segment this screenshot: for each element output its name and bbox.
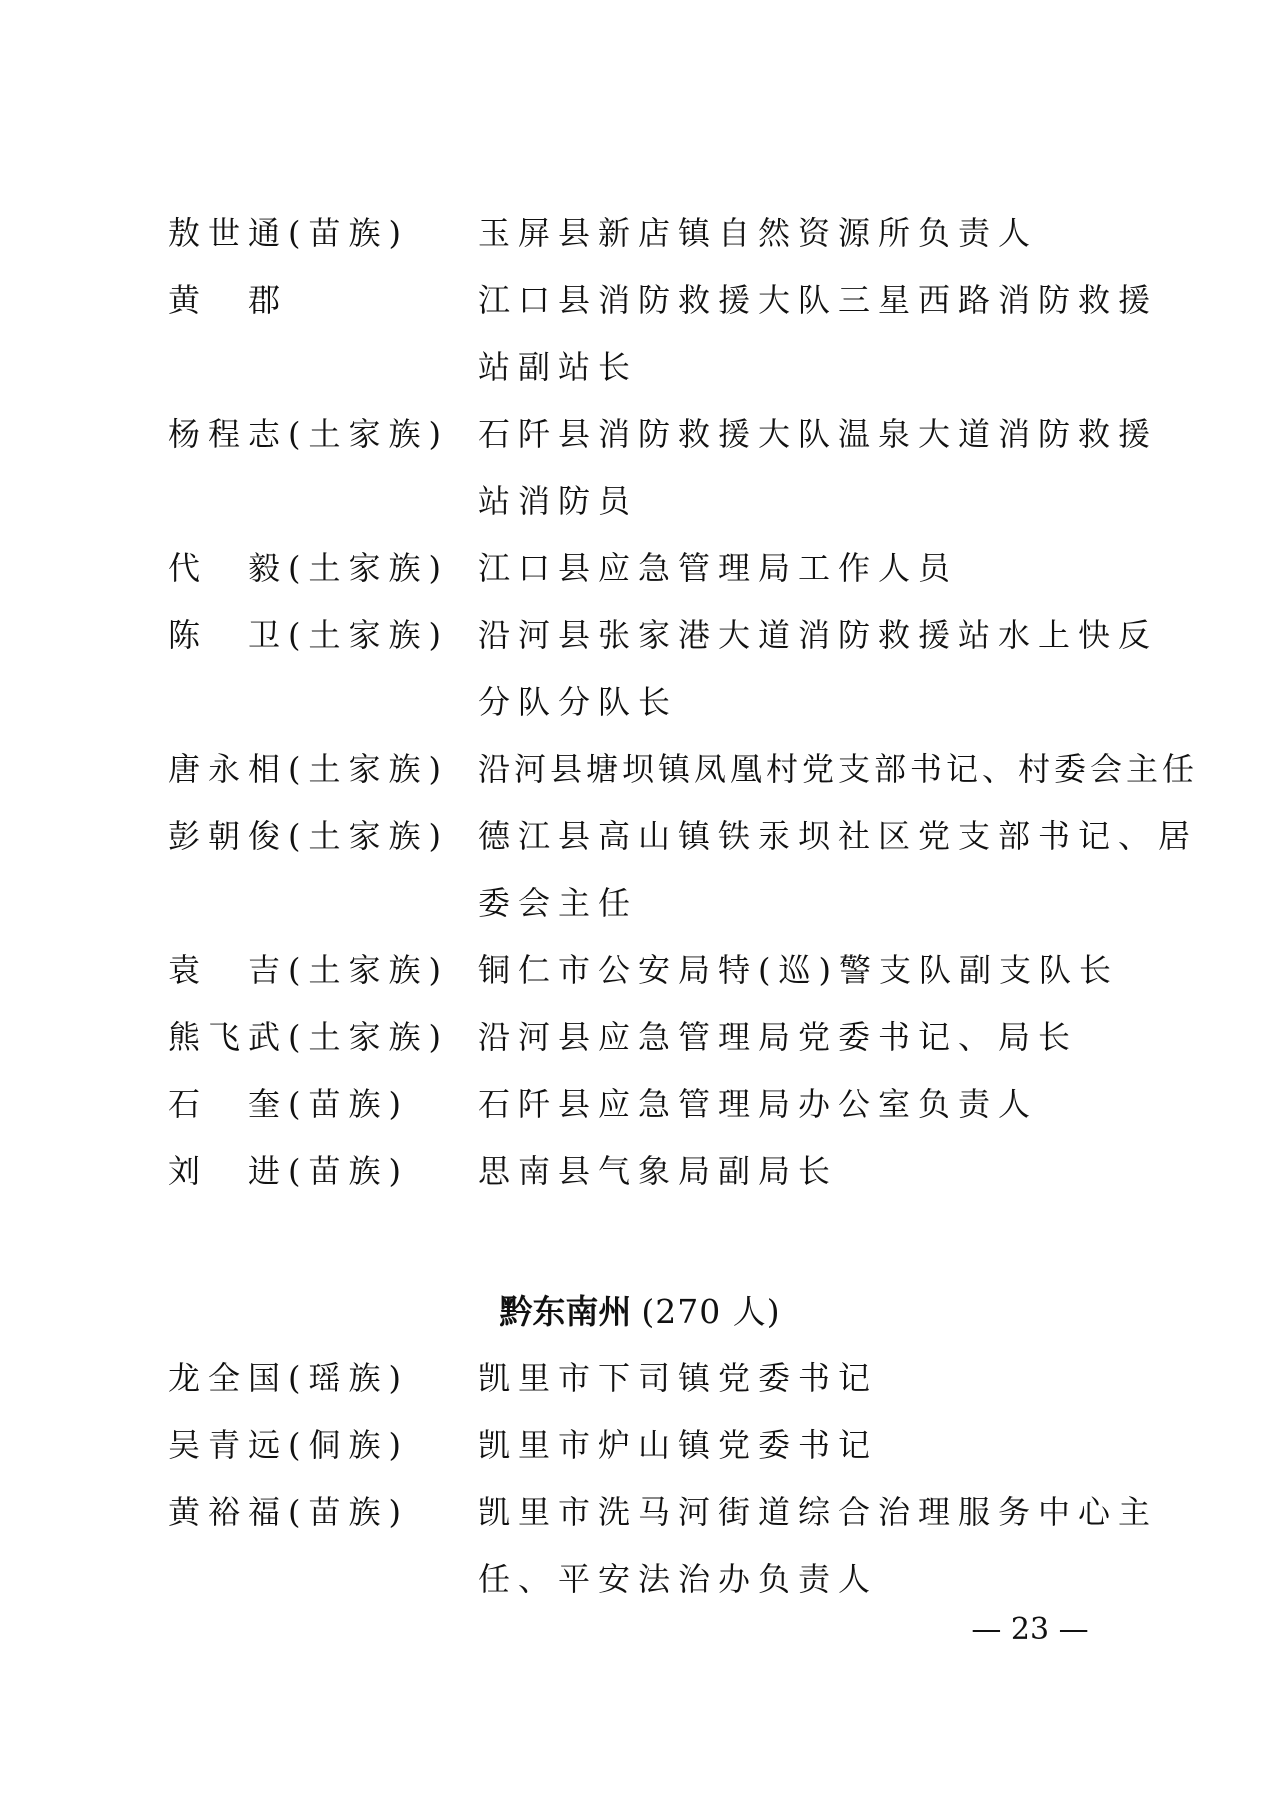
list-item [0, 1479, 1280, 1613]
list-item [0, 401, 1280, 535]
list-item [0, 602, 1280, 736]
person-name: 敖世通(苗族) [168, 214, 409, 252]
person-name: 彭朝俊(土家族) [168, 817, 449, 855]
person-name: 唐永相(土家族) [168, 750, 449, 788]
section-heading [0, 1278, 1280, 1345]
list-item [0, 1004, 1280, 1071]
position-title-line: 铜仁市公安局特(巡)警支队副支队长 [478, 951, 1119, 989]
position-title-line: 凯里市洗马河街道综合治理服务中心主 [478, 1493, 1159, 1531]
position-title-line: 凯里市下司镇党委书记 [478, 1359, 879, 1397]
list-item [0, 1138, 1280, 1205]
position-title-line: 思南县气象局副局长 [478, 1152, 839, 1190]
list-item [0, 937, 1280, 1004]
section-heading-title: 黔东南州 [499, 1292, 632, 1331]
position-title-line: 江口县应急管理局工作人员 [478, 549, 959, 587]
section-heading-count: (270 人) [641, 1292, 781, 1331]
position-title-line: 沿河县张家港大道消防救援站水上快反 [478, 616, 1159, 654]
person-name: 石 奎(苗族) [168, 1085, 409, 1123]
person-name: 袁 吉(土家族) [168, 951, 449, 989]
position-title-line: 任、平安法治办负责人 [478, 1560, 879, 1598]
list-item [0, 535, 1280, 602]
position-title-line: 江口县消防救援大队三星西路消防救援 [478, 281, 1159, 319]
person-name: 熊飞武(土家族) [168, 1018, 449, 1056]
position-title-line: 沿河县塘坝镇凤凰村党支部书记、村委会主任 [478, 750, 1199, 788]
position-title-line: 站副站长 [478, 348, 639, 386]
person-name: 黄 郡 [168, 281, 289, 319]
person-name: 陈 卫(土家族) [168, 616, 449, 654]
person-name: 代 毅(土家族) [168, 549, 449, 587]
position-title-line: 德江县高山镇铁汞坝社区党支部书记、居 [478, 817, 1199, 855]
position-title-line: 凯里市炉山镇党委书记 [478, 1426, 879, 1464]
position-title-line: 委会主任 [478, 884, 639, 922]
person-name: 吴青远(侗族) [168, 1426, 409, 1464]
list-item [0, 736, 1280, 803]
person-name: 黄裕福(苗族) [168, 1493, 409, 1531]
list-item [0, 1412, 1280, 1479]
person-name: 龙全国(瑶族) [168, 1359, 409, 1397]
person-name: 刘 进(苗族) [168, 1152, 409, 1190]
list-item [0, 200, 1280, 267]
position-title-line: 玉屏县新店镇自然资源所负责人 [478, 214, 1039, 252]
list-item [0, 267, 1280, 401]
position-title-line: 站消防员 [478, 482, 639, 520]
position-title-line: 石阡县消防救援大队温泉大道消防救援 [478, 415, 1159, 453]
position-title-line: 分队分队长 [478, 683, 679, 721]
list-item [0, 1071, 1280, 1138]
page-number: — 23 — [971, 1612, 1089, 1647]
list-item [0, 803, 1280, 937]
person-name: 杨程志(土家族) [168, 415, 449, 453]
list-item [0, 1345, 1280, 1412]
position-title-line: 石阡县应急管理局办公室负责人 [478, 1085, 1039, 1123]
position-title-line: 沿河县应急管理局党委书记、局长 [478, 1018, 1079, 1056]
